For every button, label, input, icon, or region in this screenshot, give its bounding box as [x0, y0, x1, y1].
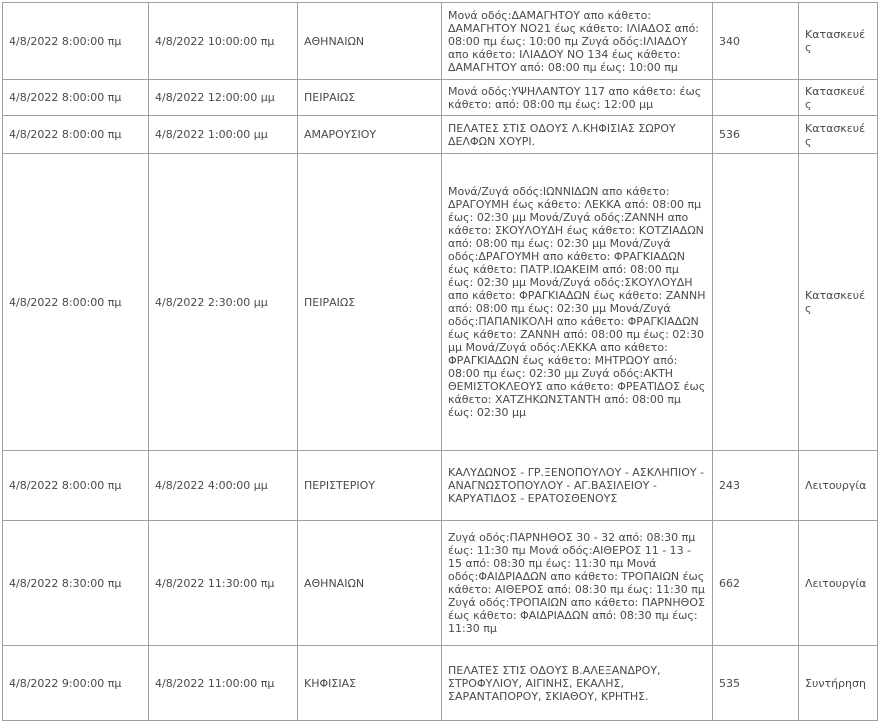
cell-cause: Λειτουργία — [799, 521, 878, 646]
cell-cause: Κατασκευές — [799, 154, 878, 451]
cell-affected_number: 535 — [713, 646, 799, 721]
cell-affected_streets: Μονά οδός:ΔΑΜΑΓΗΤΟΥ απο κάθετο: ΔΑΜΑΓΗΤΟΥ ΝΟ21 έως κάθετο: ΙΛΙΑΔΟΣ από: 08:00 πμ έως: 10:00 πμ Ζυγά οδός:ΙΛΙΑΔΟΥ απο κάθετο: ΙΛΙΑΔΟΥ ΝΟ 134 έως κάθετο: ΔΑΜΑΓΗΤΟΥ από: 08:00 πμ έως: 10:00 πμ — [442, 3, 713, 80]
cell-affected_streets: Μονά οδός:ΥΨΗΛΑΝΤΟΥ 117 απο κάθετο: έως κάθετο: από: 08:00 πμ έως: 12:00 μμ — [442, 80, 713, 116]
cell-affected_number — [713, 154, 799, 451]
cell-end_datetime: 4/8/2022 10:00:00 πμ — [149, 3, 298, 80]
cell-start_datetime: 4/8/2022 8:00:00 πμ — [3, 116, 149, 154]
cell-municipality: ΑΘΗΝΑΙΩΝ — [298, 521, 442, 646]
outage-table-body — [3, 3, 878, 721]
cell-affected_streets: Μονά/Ζυγά οδός:ΙΩΝΝΙΔΩΝ απο κάθετο: ΔΡΑΓΟΥΜΗ έως κάθετο: ΛΕΚΚΑ από: 08:00 πμ έως: 02:30 μμ Μονά/Ζυγά οδός:ΖΑΝΝΗ απο κάθετο: ΣΚΟΥΛΟΥΔΗ έως κάθετο: ΚΟΤΖΙΑΔΩΝ από: 08:00 πμ έως: 02:30 μμ Μονά/Ζυγά οδός:ΔΡΑΓΟΥΜΗ απο κάθετο: ΦΡΑΓΚΙΑΔΩΝ έως κάθετο: ΠΑΤΡ.ΙΩΑΚΕΙΜ από: 08:00 πμ έως: 02:30 μμ Μονά/Ζυγά οδός:ΣΚΟΥΛΟΥΔΗ απο κάθετο: ΦΡΑΓΚΙΑΔΩΝ έως κάθετο: ΖΑΝΝΗ από: 08:00 πμ έως: 02:30 μμ Μονά/Ζυγά οδός:ΠΑΠΑΝΙΚΟΛΗ απο κάθετο: ΦΡΑΓΚΙΑΔΩΝ έως κάθετο: ΖΑΝΝΗ από: 08:00 πμ έως: 02:30 μμ Μονά/Ζυγά οδός:ΛΕΚΚΑ απο κάθετο: ΦΡΑΓΚΙΑΔΩΝ έως κάθετο: ΜΗΤΡΩΟΥ από: 08:00 πμ έως: 02:30 μμ Ζυγά οδός:ΑΚΤΗ ΘΕΜΙΣΤΟΚΛΕΟΥΣ απο κάθετο: ΦΡΕΑΤΙΔΟΣ έως κάθετο: ΧΑΤΖΗΚΩΝΣΤΑΝΤΗ από: 08:00 πμ έως: 02:30 μμ — [442, 154, 713, 451]
table-row — [3, 154, 878, 451]
cell-affected_number: 243 — [713, 451, 799, 521]
cell-cause: Συντήρηση — [799, 646, 878, 721]
table-row — [3, 3, 878, 80]
cell-end_datetime: 4/8/2022 1:00:00 μμ — [149, 116, 298, 154]
cell-municipality: ΚΗΦΙΣΙΑΣ — [298, 646, 442, 721]
table-row — [3, 80, 878, 116]
table-row — [3, 521, 878, 646]
cell-affected_streets: ΠΕΛΑΤΕΣ ΣΤΙΣ ΟΔΟΥΣ Λ.ΚΗΦΙΣΙΑΣ ΣΩΡΟΥ ΔΕΛΦΩΝ ΧΟΥΡΙ. — [442, 116, 713, 154]
cell-municipality: ΠΕΙΡΑΙΩΣ — [298, 80, 442, 116]
cell-start_datetime: 4/8/2022 8:00:00 πμ — [3, 154, 149, 451]
cell-municipality: ΠΕΙΡΑΙΩΣ — [298, 154, 442, 451]
cell-start_datetime: 4/8/2022 8:00:00 πμ — [3, 451, 149, 521]
table-row — [3, 646, 878, 721]
cell-affected_number — [713, 80, 799, 116]
table-row — [3, 451, 878, 521]
cell-end_datetime: 4/8/2022 12:00:00 μμ — [149, 80, 298, 116]
cell-end_datetime: 4/8/2022 4:00:00 μμ — [149, 451, 298, 521]
table-row — [3, 116, 878, 154]
cell-cause: Κατασκευές — [799, 3, 878, 80]
cell-cause: Κατασκευές — [799, 116, 878, 154]
cell-start_datetime: 4/8/2022 9:00:00 πμ — [3, 646, 149, 721]
cell-affected_streets: ΠΕΛΑΤΕΣ ΣΤΙΣ ΟΔΟΥΣ Β.ΑΛΕΞΑΝΔΡΟΥ, ΣΤΡΟΦΥΛΙΟΥ, ΑΙΓΙΝΗΣ, ΕΚΑΛΗΣ, ΣΑΡΑΝΤΑΠΟΡΟΥ, ΣΚΙΑΘΟΥ, ΚΡΗΤΗΣ. — [442, 646, 713, 721]
cell-affected_streets: Ζυγά οδός:ΠΑΡΝΗΘΟΣ 30 - 32 από: 08:30 πμ έως: 11:30 πμ Μονά οδός:ΑΙΘΕΡΟΣ 11 - 13 - 15 από: 08:30 πμ έως: 11:30 πμ Μονά οδός:ΦΑΙΔΡΙΑΔΩΝ απο κάθετο: ΤΡΟΠΑΙΩΝ έως κάθετο: ΑΙΘΕΡΟΣ από: 08:30 πμ έως: 11:30 πμ Ζυγά οδός:ΤΡΟΠΑΙΩΝ απο κάθετο: ΠΑΡΝΗΘΟΣ έως κάθετο: ΦΑΙΔΡΙΑΔΩΝ από: 08:30 πμ έως: 11:30 πμ — [442, 521, 713, 646]
cell-end_datetime: 4/8/2022 11:30:00 πμ — [149, 521, 298, 646]
cell-affected_streets: ΚΑΛΥΔΩΝΟΣ - ΓΡ.ΞΕΝΟΠΟΥΛΟΥ - ΑΣΚΛΗΠΙΟΥ - ΑΝΑΓΝΩΣΤΟΠΟΥΛΟΥ - ΑΓ.ΒΑΣΙΛΕΙΟΥ - ΚΑΡΥΑΤΙΔΟΣ - ΕΡΑΤΟΣΘΕΝΟΥΣ — [442, 451, 713, 521]
cell-affected_number: 662 — [713, 521, 799, 646]
cell-start_datetime: 4/8/2022 8:30:00 πμ — [3, 521, 149, 646]
cell-municipality: ΑΘΗΝΑΙΩΝ — [298, 3, 442, 80]
outage-table — [2, 2, 878, 721]
cell-affected_number: 536 — [713, 116, 799, 154]
cell-cause: Κατασκευές — [799, 80, 878, 116]
cell-end_datetime: 4/8/2022 2:30:00 μμ — [149, 154, 298, 451]
cell-start_datetime: 4/8/2022 8:00:00 πμ — [3, 80, 149, 116]
outage-schedule-page — [0, 2, 880, 721]
cell-affected_number: 340 — [713, 3, 799, 80]
cell-municipality: ΠΕΡΙΣΤΕΡΙΟΥ — [298, 451, 442, 521]
cell-end_datetime: 4/8/2022 11:00:00 πμ — [149, 646, 298, 721]
cell-municipality: ΑΜΑΡΟΥΣΙΟΥ — [298, 116, 442, 154]
cell-cause: Λειτουργία — [799, 451, 878, 521]
cell-start_datetime: 4/8/2022 8:00:00 πμ — [3, 3, 149, 80]
